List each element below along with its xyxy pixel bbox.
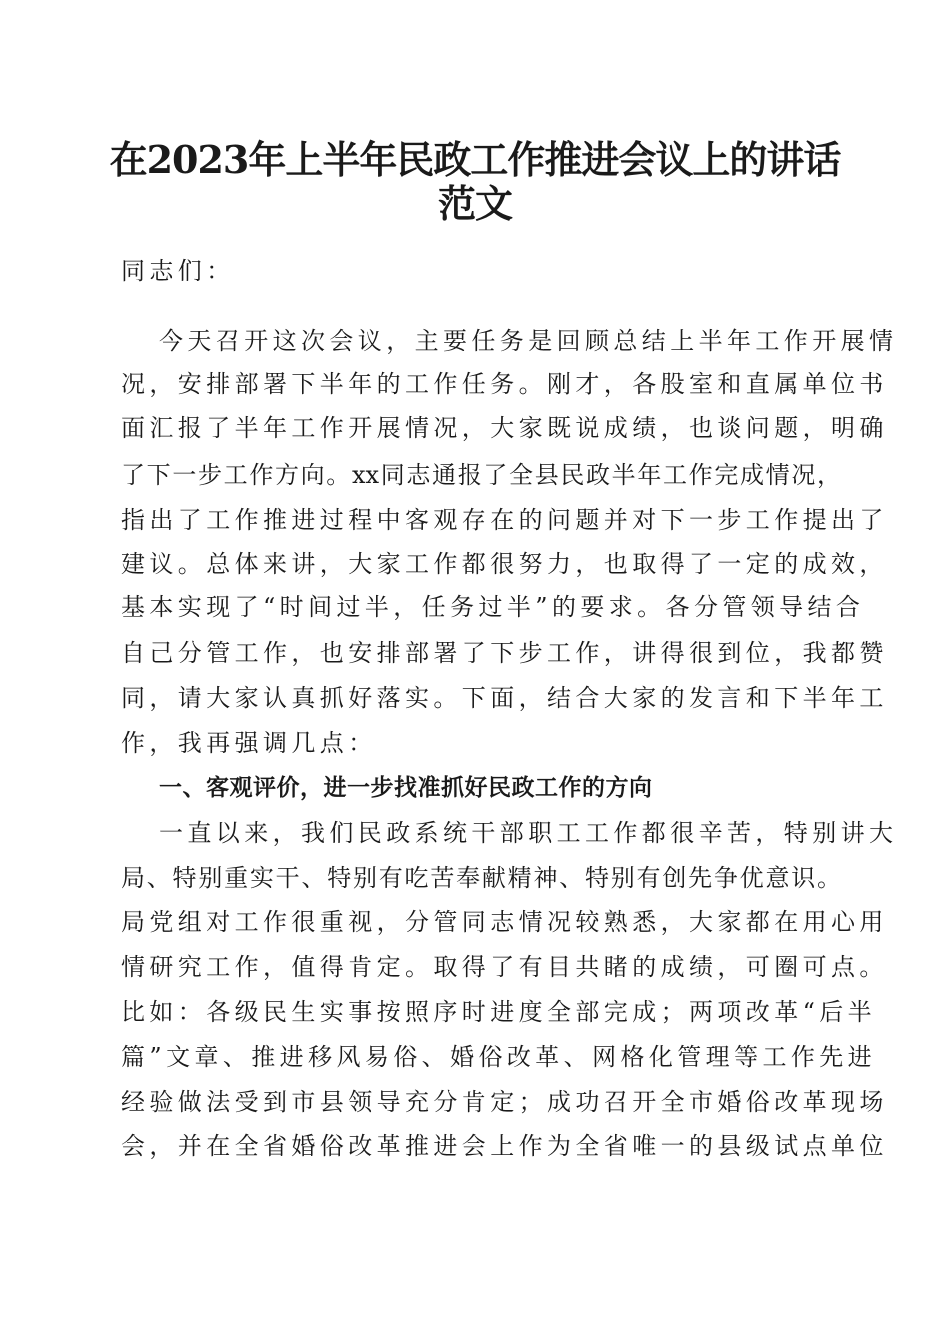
document-title-line-2: 范文 [437,181,512,226]
paragraph-1-line: 同，请大家认真抓好落实。下面，结合大家的发言和下半年工 [121,684,888,712]
salutation: 同志们： [121,257,235,285]
document-title-line-1: 在2023年上半年民政工作推进会议上的讲话 [109,137,841,182]
paragraph-2-line: 一直以来，我们民政系统干部职工工作都很辛苦，特别讲大 [159,819,898,847]
paragraph-1-line: 了下一步工作方向。xx同志通报了全县民政半年工作完成情况， [121,461,841,489]
paragraph-2-line: 局党组对工作很重视，分管同志情况较熟悉，大家都在用心用 [121,908,888,936]
paragraph-1-line: 建议。总体来讲，大家工作都很努力，也取得了一定的成效， [121,550,888,578]
paragraph-2-line: 局、特别重实干、特别有吃苦奉献精神、特别有创先争优意识。 [121,864,841,892]
paragraph-1-line: 基本实现了“时间过半，任务过半”的要求。各分管领导结合 [121,593,865,621]
section-1-heading: 一、客观评价，进一步找准抓好民政工作的方向 [159,775,653,801]
paragraph-2-line: 篇”文章、推进移风易俗、婚俗改革、网格化管理等工作先进 [121,1043,877,1071]
paragraph-1-line: 今天召开这次会议，主要任务是回顾总结上半年工作开展情 [159,327,898,355]
paragraph-1-line: 指出了工作推进过程中客观存在的问题并对下一步工作提出了 [121,506,888,534]
paragraph-2-line: 会，并在全省婚俗改革推进会上作为全省唯一的县级试点单位 [121,1132,888,1160]
paragraph-1-line: 作，我再强调几点： [121,729,377,757]
paragraph-1-line: 面汇报了半年工作开展情况，大家既说成绩，也谈问题，明确 [121,414,888,442]
paragraph-2-line: 经验做法受到市县领导充分肯定；成功召开全市婚俗改革现场 [121,1088,888,1116]
paragraph-2-line: 情研究工作，值得肯定。取得了有目共睹的成绩，可圈可点。 [121,953,888,981]
paragraph-1-line: 况，安排部署下半年的工作任务。刚才，各股室和直属单位书 [121,370,888,398]
paragraph-1-line: 自己分管工作，也安排部署了下步工作，讲得很到位，我都赞 [121,639,888,667]
paragraph-2-line: 比如：各级民生实事按照序时进度全部完成；两项改革“后半 [121,998,877,1026]
